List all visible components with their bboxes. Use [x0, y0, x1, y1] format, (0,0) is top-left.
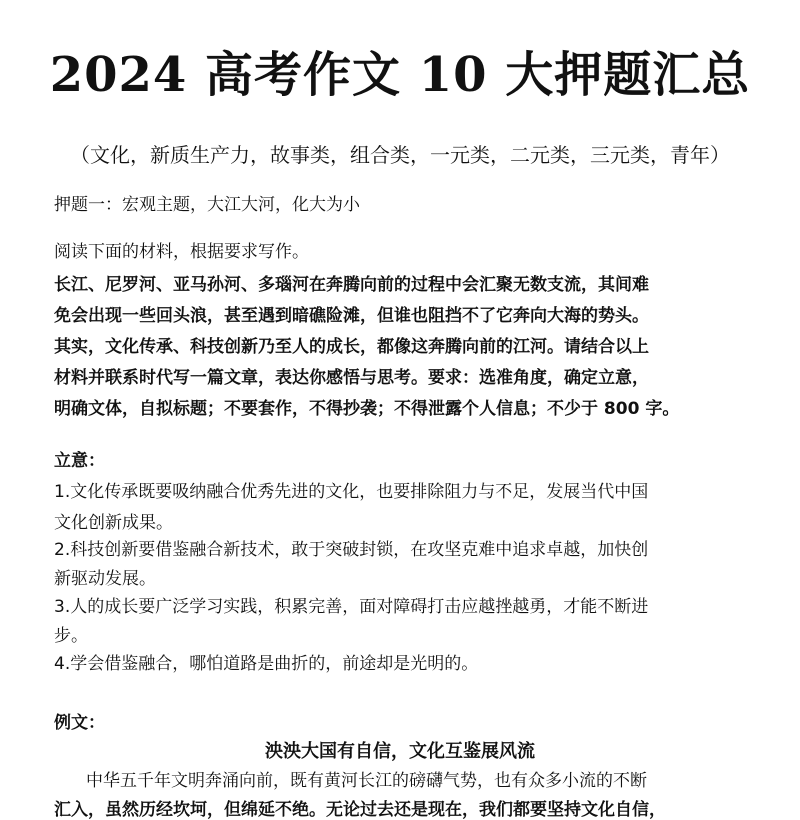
- intent-line: 步。: [54, 626, 88, 646]
- section-heading-1: 押题一：宏观主题，大江大河，化大为小: [54, 195, 360, 215]
- essay-title: 泱泱大国有自信，文化互鉴展风流: [265, 741, 535, 762]
- essay-line: 中华五千年文明奔涌向前，既有黄河长江的磅礴气势，也有众多小流的不断: [86, 771, 647, 791]
- intent-line: 4.学会借鉴融合，哪怕道路是曲折的，前途却是光明的。: [54, 654, 479, 674]
- intent-line: 3.人的成长要广泛学习实践，积累完善，面对障碍打击应越挫越勇，才能不断进: [54, 597, 649, 617]
- intent-line: 2.科技创新要借鉴融合新技术，敢于突破封锁，在攻坚克难中追求卓越，加快创: [54, 540, 649, 560]
- material-line: 长江、尼罗河、亚马孙河、多瑙河在奔腾向前的过程中会汇聚无数支流，其间难: [54, 275, 649, 295]
- intent-line: 1.文化传承既要吸纳融合优秀先进的文化，也要排除阻力与不足，发展当代中国: [54, 482, 649, 502]
- example-heading: 例文：: [54, 713, 105, 733]
- intent-line: 文化创新成果。: [54, 513, 173, 533]
- essay-line: 汇入，虽然历经坎坷，但绵延不绝。无论过去还是现在，我们都要坚持文化自信，: [54, 800, 666, 820]
- material-line: 材料并联系时代写一篇文章，表达你感悟与思考。要求：选准角度，确定立意，: [54, 368, 649, 388]
- intent-line: 新驱动发展。: [54, 569, 156, 589]
- material-line: 明确文体，自拟标题；不要套作，不得抄袭；不得泄露个人信息；不少于 800 字。: [54, 399, 680, 419]
- intent-heading: 立意：: [54, 451, 105, 471]
- material-line: 其实，文化传承、科技创新乃至人的成长，都像这奔腾向前的江河。请结合以上: [54, 337, 649, 357]
- document-title: 2024 高考作文 10 大押题汇总: [49, 47, 751, 103]
- document-subtitle: （文化，新质生产力，故事类，组合类，一元类，二元类，三元类，青年）: [70, 143, 730, 167]
- material-line: 免会出现一些回头浪，甚至遇到暗礁险滩，但谁也阻挡不了它奔向大海的势头。: [54, 306, 649, 326]
- prompt-intro: 阅读下面的材料，根据要求写作。: [54, 242, 309, 262]
